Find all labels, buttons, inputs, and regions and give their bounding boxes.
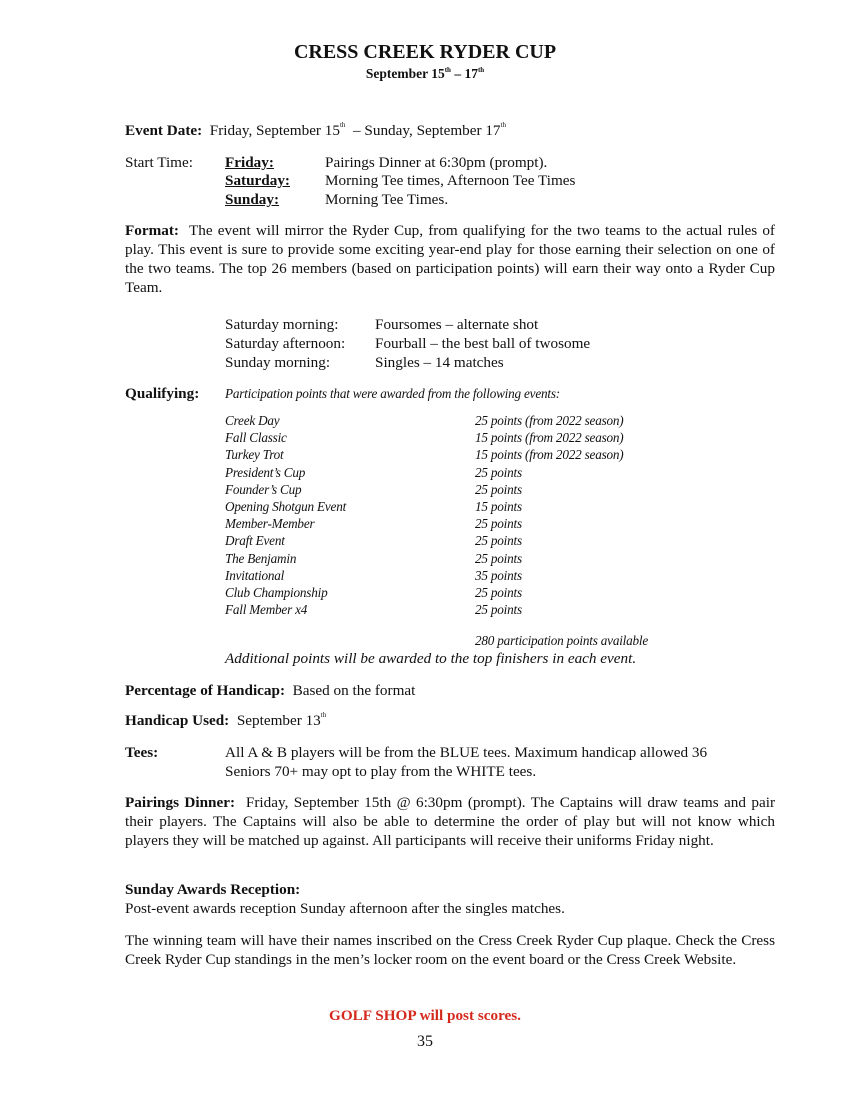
- event-name: Opening Shotgun Event: [225, 499, 347, 514]
- event-points: 35 points: [475, 567, 522, 583]
- schedule-when: Saturday morning:: [225, 316, 339, 333]
- points-total: 280 participation points available: [475, 633, 649, 648]
- golf-shop-notice: GOLF SHOP will post scores.: [329, 1007, 521, 1024]
- subtitle-text: – 17: [450, 66, 478, 81]
- page-subtitle: [0, 66, 850, 82]
- start-day-text: Pairings Dinner at 6:30pm (prompt).: [325, 154, 548, 171]
- handicap-used-line: [125, 711, 326, 730]
- format-text: The event will mirror the Ryder Cup, from qualifying for the two teams to the actual rules of play. This event is sure to provide some exciting year-end play for those earning their selection on one of the two teams. The top 26 members (based on participation points) will earn their way onto a Ryder Cup Team.: [125, 222, 775, 296]
- event-points: 25 points: [475, 602, 522, 618]
- event-points: 25 points: [475, 585, 522, 600]
- subtitle-text: September 15: [365, 66, 445, 81]
- percentage-value: Based on the format: [292, 682, 416, 699]
- event-name: The Benjamin: [225, 550, 297, 566]
- start-day-text: Morning Tee times, Afternoon Tee Times: [325, 172, 576, 189]
- start-day-label: Sunday:: [225, 191, 280, 208]
- event-points: 25 points (from 2022 season): [475, 413, 624, 428]
- event-name: Draft Event: [225, 533, 285, 549]
- event-date-text: – Sunday, September 17: [345, 122, 501, 139]
- awards-label: [125, 880, 300, 899]
- tees-label-text: Tees:: [125, 744, 159, 761]
- event-date-sup: th: [500, 121, 506, 129]
- page-title: CRESS CREEK RYDER CUP: [293, 41, 557, 63]
- event-name: Founder’s Cup: [225, 481, 302, 497]
- tees-label: [125, 743, 158, 762]
- event-name: President’s Cup: [225, 464, 306, 480]
- event-name: Invitational: [225, 567, 285, 583]
- event-points: 25 points: [475, 516, 522, 532]
- event-name: Fall Member x4: [225, 602, 308, 618]
- event-points: 25 points: [475, 464, 522, 480]
- handicap-used-value: September 13: [236, 712, 321, 729]
- handicap-used-label: Handicap Used:: [125, 712, 230, 729]
- schedule-when: Saturday afternoon:: [225, 335, 346, 352]
- event-points: 15 points (from 2022 season): [475, 430, 624, 446]
- schedule-what: Singles – 14 matches: [375, 354, 504, 371]
- event-points: 15 points: [475, 499, 522, 514]
- event-points: 15 points (from 2022 season): [475, 447, 624, 463]
- format-paragraph: [125, 221, 775, 297]
- qualifying-label-text: Qualifying:: [125, 385, 200, 402]
- event-points: 25 points: [475, 533, 522, 549]
- subtitle-sup: th: [477, 66, 485, 74]
- schedule-what: Fourball – the best ball of twosome: [375, 335, 591, 352]
- tees-line: All A & B players will be from the BLUE tees. Maximum handicap allowed 36: [225, 744, 708, 761]
- event-date-sup: th: [339, 121, 346, 129]
- event-date-label: Event Date:: [125, 122, 203, 139]
- page-number: 35: [417, 1033, 433, 1050]
- closing-paragraph: The winning team will have their names inscribed on the Cress Creek Ryder Cup plaque. Check the Cress Creek Ryder Cup standings in the men’s locker room on the event board or the Cress Creek Website.: [125, 932, 775, 968]
- awards-text: Post-event awards reception Sunday afternoon after the singles matches.: [125, 900, 565, 917]
- start-time-label: Start Time:: [125, 154, 193, 171]
- additional-points-note: Additional points will be awarded to the top finishers in each event.: [225, 650, 637, 667]
- start-day-text: Morning Tee Times.: [325, 191, 449, 208]
- awards-label-text: Sunday Awards Reception:: [125, 881, 301, 898]
- schedule-when: Sunday morning:: [225, 354, 331, 371]
- percentage-label: Percentage of Handicap:: [125, 682, 286, 699]
- percentage-line: [125, 681, 415, 700]
- start-day-label: Friday:: [225, 154, 274, 171]
- schedule-what: Foursomes – alternate shot: [375, 316, 539, 333]
- format-label: Format:: [125, 222, 179, 239]
- event-points: 25 points: [475, 550, 522, 566]
- pairings-paragraph: [125, 793, 775, 850]
- event-name: Turkey Trot: [225, 447, 284, 463]
- start-day-label: Saturday:: [225, 172, 290, 189]
- event-name: Creek Day: [225, 413, 280, 428]
- pairings-label: Pairings Dinner:: [125, 794, 236, 811]
- subtitle-sup: th: [444, 66, 451, 74]
- event-date-text: Friday, September 15: [209, 122, 340, 139]
- tees-line: Seniors 70+ may opt to play from the WHITE tees.: [225, 763, 537, 780]
- event-name: Member-Member: [225, 516, 315, 532]
- pairings-text: Friday, September 15th @ 6:30pm (prompt). The Captains will draw teams and pair their players. The Captains will also be able to determine the order of play but will not know which players they will be matched up against. All participants will receive their uniforms Friday night.: [125, 794, 776, 849]
- qualifying-label: [125, 384, 199, 403]
- qualifying-intro: Participation points that were awarded from the following events:: [225, 386, 560, 401]
- event-date-line: [125, 121, 506, 140]
- event-name: Club Championship: [225, 585, 328, 600]
- handicap-used-sup: th: [320, 711, 327, 719]
- event-points: 25 points: [475, 481, 522, 497]
- event-name: Fall Classic: [225, 430, 287, 446]
